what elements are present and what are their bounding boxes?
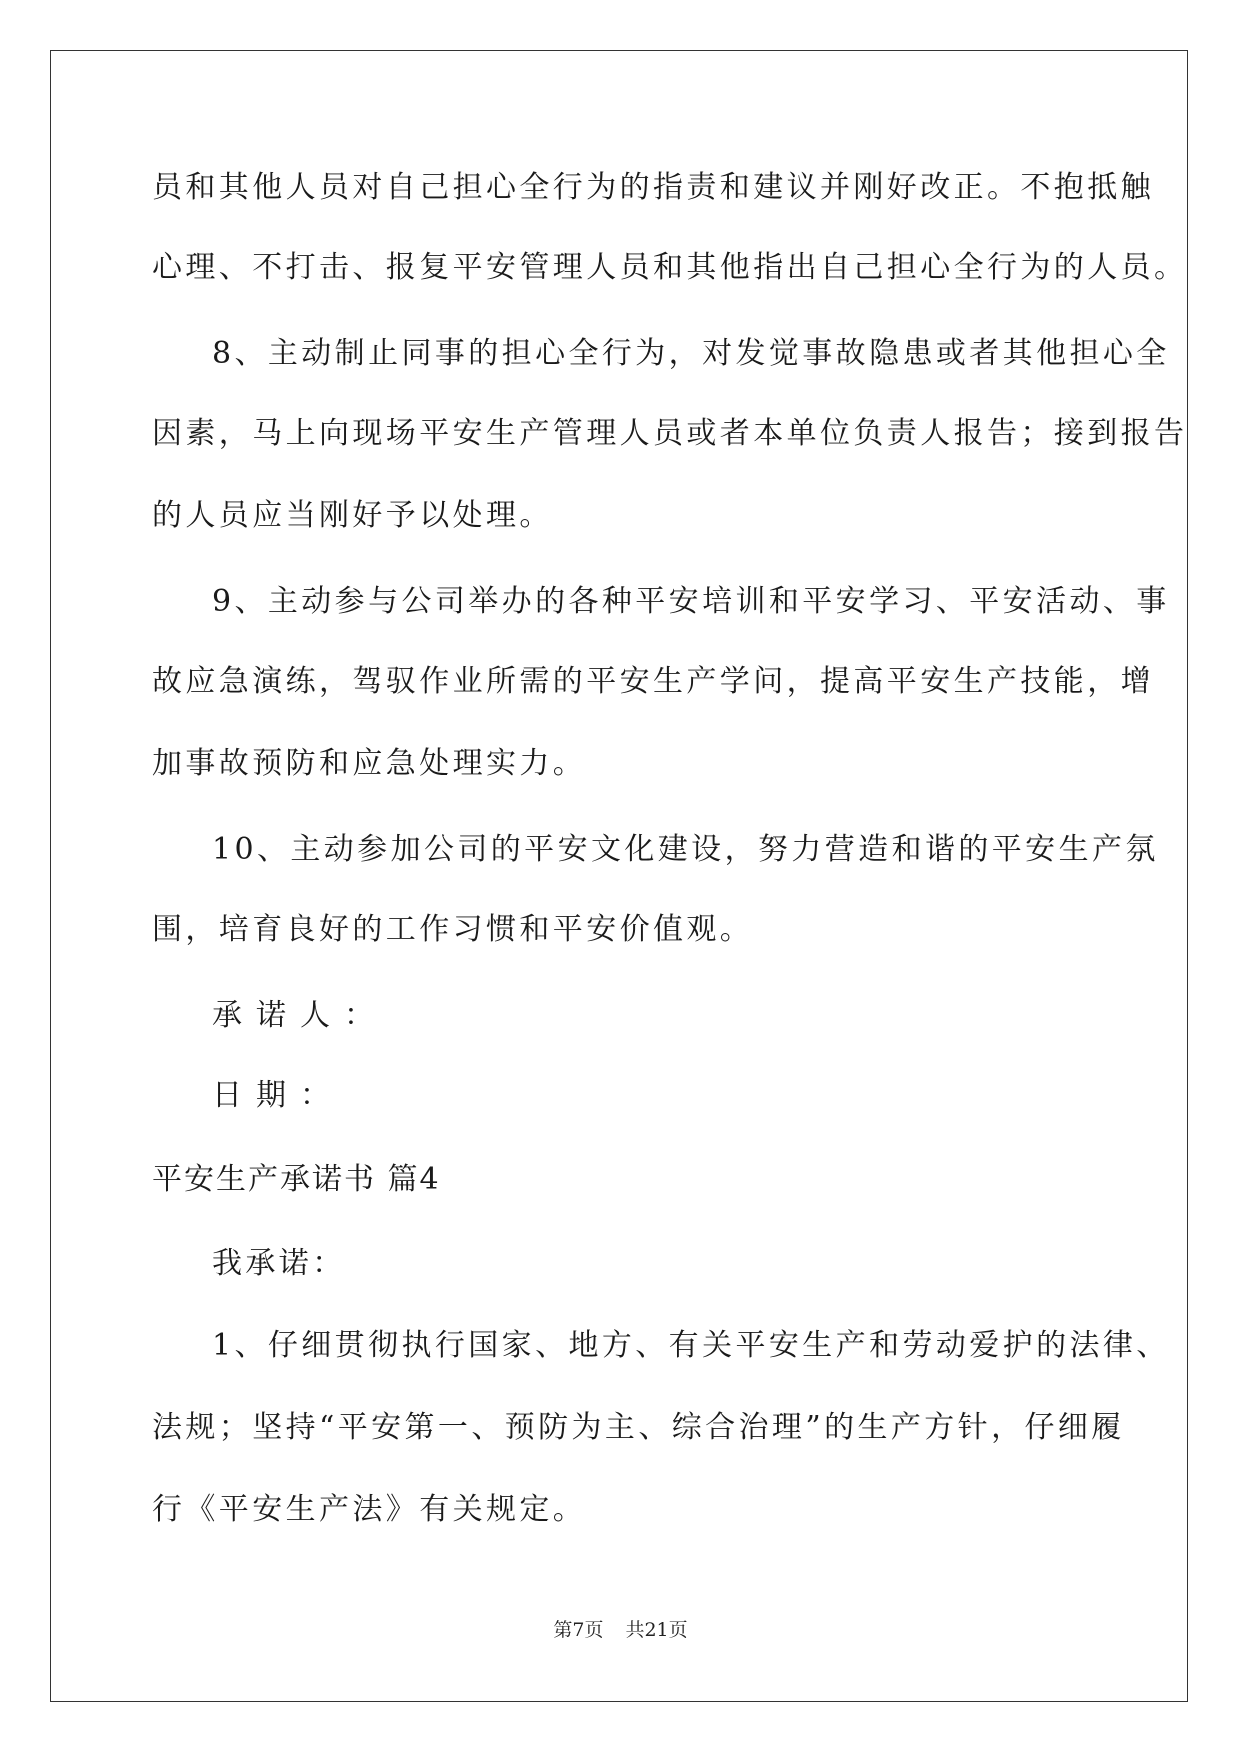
page-number: 第7页 xyxy=(553,1619,604,1641)
body-text-line: 围，培育良好的工作习惯和平安价值观。 xyxy=(152,912,754,947)
item-10-text: 10、主动参加公司的平安文化建设，努力营造和谐的平安生产氛 xyxy=(212,832,1159,867)
body-text-line: 的人员应当刚好予以处理。 xyxy=(152,498,553,533)
body-text-line: 法规；坚持“平安第一、预防为主、综合治理”的生产方针，仔细履 xyxy=(152,1410,1125,1445)
item-1-text: 1、仔细贯彻执行国家、地方、有关平安生产和劳动爱护的法律、 xyxy=(212,1328,1170,1363)
item-9-text: 9、主动参与公司举办的各种平安培训和平安学习、平安活动、事 xyxy=(212,584,1170,619)
body-text-line: 故应急演练，驾驭作业所需的平安生产学问，提高平安生产技能，增 xyxy=(152,664,1154,699)
body-text-line: 心理、不打击、报复平安管理人员和其他指出自己担心全行为的人员。 xyxy=(152,250,1188,285)
body-text-line: 加事故预防和应急处理实力。 xyxy=(152,746,587,781)
body-text-line: 行《平安生产法》有关规定。 xyxy=(152,1492,587,1527)
body-text-line: 员和其他人员对自己担心全行为的指责和建议并刚好改正。不抱抵触 xyxy=(152,170,1154,205)
section-heading: 平安生产承诺书 篇4 xyxy=(152,1162,441,1197)
item-8-text: 8、主动制止同事的担心全行为，对发觉事故隐患或者其他担心全 xyxy=(212,336,1170,371)
page-total: 共21页 xyxy=(625,1619,688,1641)
body-text-line: 因素，马上向现场平安生产管理人员或者本单位负责人报告；接到报告 xyxy=(152,416,1188,451)
page-footer xyxy=(0,1618,1241,1642)
page-frame xyxy=(50,50,1188,1702)
date-label: 日期： xyxy=(212,1078,344,1113)
pledge-intro: 我承诺： xyxy=(212,1246,346,1281)
signatory-label: 承诺人： xyxy=(212,998,388,1033)
